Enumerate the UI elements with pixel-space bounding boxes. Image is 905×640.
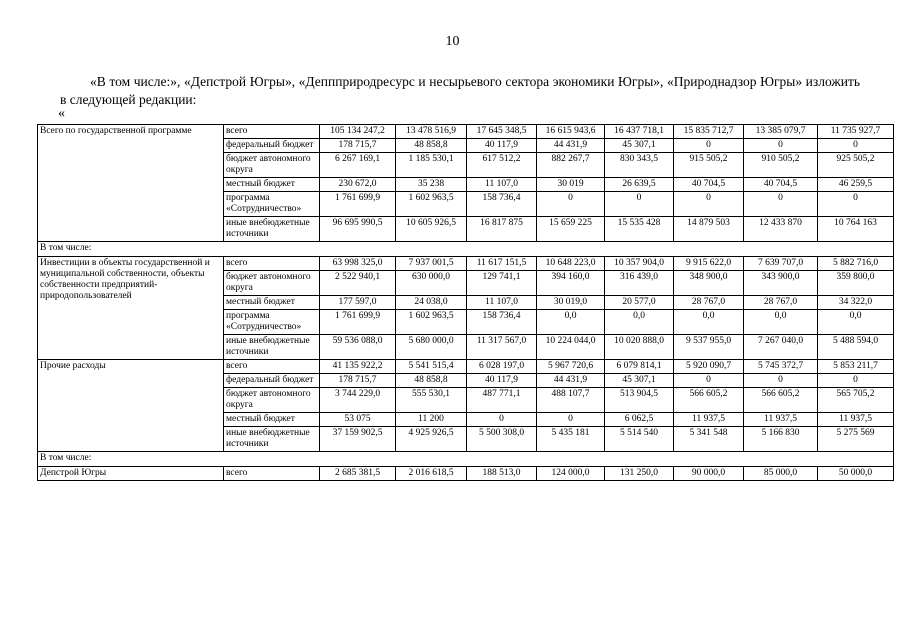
value-cell: 96 695 990,5	[320, 217, 396, 242]
value-cell: 343 900,0	[744, 271, 818, 296]
value-cell: 0	[537, 413, 605, 427]
value-cell: 28 767,0	[674, 296, 744, 310]
value-cell: 10 357 904,0	[605, 257, 674, 271]
value-cell: 40 117,9	[467, 374, 537, 388]
value-cell: 10 605 926,5	[396, 217, 467, 242]
value-cell: 40 704,5	[674, 178, 744, 192]
value-cell: 0	[674, 139, 744, 153]
funding-source-label: местный бюджет	[224, 413, 320, 427]
value-cell: 488 107,7	[537, 388, 605, 413]
funding-source-label: бюджет автономного округа	[224, 153, 320, 178]
value-cell: 565 705,2	[818, 388, 894, 413]
group-title: Всего по государственной программе	[38, 125, 224, 242]
value-cell: 0	[674, 374, 744, 388]
value-cell: 487 771,1	[467, 388, 537, 413]
value-cell: 5 500 308,0	[467, 427, 537, 452]
opening-quote-mark: «	[58, 106, 65, 121]
value-cell: 348 900,0	[674, 271, 744, 296]
value-cell: 7 267 040,0	[744, 335, 818, 360]
value-cell: 830 343,5	[605, 153, 674, 178]
value-cell: 9 915 622,0	[674, 257, 744, 271]
section-row	[38, 452, 894, 467]
value-cell: 178 715,7	[320, 139, 396, 153]
value-cell: 566 605,2	[744, 388, 818, 413]
value-cell: 6 062,5	[605, 413, 674, 427]
value-cell: 925 505,2	[818, 153, 894, 178]
value-cell: 7 937 001,5	[396, 257, 467, 271]
value-cell: 13 478 516,9	[396, 125, 467, 139]
funding-source-label: бюджет автономного округа	[224, 271, 320, 296]
budget-table	[37, 124, 894, 481]
value-cell: 15 835 712,7	[674, 125, 744, 139]
value-cell: 0,0	[818, 310, 894, 335]
value-cell: 566 605,2	[674, 388, 744, 413]
value-cell: 359 800,0	[818, 271, 894, 296]
value-cell: 2 685 381,5	[320, 467, 396, 481]
value-cell: 158 736,4	[467, 310, 537, 335]
funding-source-label: всего	[224, 125, 320, 139]
value-cell: 11 937,5	[674, 413, 744, 427]
value-cell: 2 016 618,5	[396, 467, 467, 481]
section-label: В том числе:	[38, 452, 894, 467]
value-cell: 30 019	[537, 178, 605, 192]
value-cell: 0	[818, 374, 894, 388]
value-cell: 188 513,0	[467, 467, 537, 481]
value-cell: 10 224 044,0	[537, 335, 605, 360]
value-cell: 177 597,0	[320, 296, 396, 310]
value-cell: 5 882 716,0	[818, 257, 894, 271]
value-cell: 555 530,1	[396, 388, 467, 413]
value-cell: 5 680 000,0	[396, 335, 467, 360]
value-cell: 13 385 079,7	[744, 125, 818, 139]
value-cell: 44 431,9	[537, 139, 605, 153]
value-cell: 0	[605, 192, 674, 217]
value-cell: 2 522 940,1	[320, 271, 396, 296]
value-cell: 0	[674, 192, 744, 217]
value-cell: 3 744 229,0	[320, 388, 396, 413]
value-cell: 5 488 594,0	[818, 335, 894, 360]
value-cell: 15 659 225	[537, 217, 605, 242]
value-cell: 4 925 926,5	[396, 427, 467, 452]
value-cell: 1 185 530,1	[396, 153, 467, 178]
value-cell: 10 648 223,0	[537, 257, 605, 271]
value-cell: 915 505,2	[674, 153, 744, 178]
group-title: Депстрой Югры	[38, 467, 224, 481]
funding-source-label: местный бюджет	[224, 296, 320, 310]
value-cell: 46 259,5	[818, 178, 894, 192]
value-cell: 12 433 870	[744, 217, 818, 242]
table-row	[38, 125, 894, 139]
funding-source-label: федеральный бюджет	[224, 139, 320, 153]
value-cell: 0	[818, 139, 894, 153]
value-cell: 48 858,8	[396, 374, 467, 388]
value-cell: 30 019,0	[537, 296, 605, 310]
value-cell: 16 437 718,1	[605, 125, 674, 139]
value-cell: 48 858,8	[396, 139, 467, 153]
section-label: В том числе:	[38, 242, 894, 257]
value-cell: 5 745 372,7	[744, 360, 818, 374]
value-cell: 9 537 955,0	[674, 335, 744, 360]
value-cell: 7 639 707,0	[744, 257, 818, 271]
value-cell: 882 267,7	[537, 153, 605, 178]
value-cell: 50 000,0	[818, 467, 894, 481]
page-number: 10	[445, 34, 460, 49]
value-cell: 0,0	[605, 310, 674, 335]
value-cell: 6 267 169,1	[320, 153, 396, 178]
value-cell: 53 075	[320, 413, 396, 427]
value-cell: 5 967 720,6	[537, 360, 605, 374]
section-row	[38, 242, 894, 257]
value-cell: 24 038,0	[396, 296, 467, 310]
value-cell: 394 160,0	[537, 271, 605, 296]
value-cell: 129 741,1	[467, 271, 537, 296]
value-cell: 5 920 090,7	[674, 360, 744, 374]
funding-source-label: бюджет автономного округа	[224, 388, 320, 413]
funding-source-label: иные внебюджетные источники	[224, 427, 320, 452]
value-cell: 617 512,2	[467, 153, 537, 178]
intro-paragraph: «В том числе:», «Депстрой Югры», «Деппприродресурс и несырьевого сектора экономики Югры», «Природнадзор Югры» изложить в следующей редакции:	[60, 74, 860, 107]
value-cell: 513 904,5	[605, 388, 674, 413]
value-cell: 35 238	[396, 178, 467, 192]
value-cell: 11 937,5	[744, 413, 818, 427]
value-cell: 158 736,4	[467, 192, 537, 217]
value-cell: 5 341 548	[674, 427, 744, 452]
value-cell: 10 020 888,0	[605, 335, 674, 360]
value-cell: 0	[818, 192, 894, 217]
table-row	[38, 257, 894, 271]
value-cell: 316 439,0	[605, 271, 674, 296]
value-cell: 0	[467, 413, 537, 427]
value-cell: 0,0	[744, 310, 818, 335]
value-cell: 90 000,0	[674, 467, 744, 481]
value-cell: 59 536 088,0	[320, 335, 396, 360]
value-cell: 28 767,0	[744, 296, 818, 310]
value-cell: 11 937,5	[818, 413, 894, 427]
value-cell: 45 307,1	[605, 139, 674, 153]
value-cell: 26 639,5	[605, 178, 674, 192]
value-cell: 11 617 151,5	[467, 257, 537, 271]
value-cell: 1 602 963,5	[396, 192, 467, 217]
funding-source-label: всего	[224, 467, 320, 481]
value-cell: 5 514 540	[605, 427, 674, 452]
value-cell: 44 431,9	[537, 374, 605, 388]
value-cell: 11 735 927,7	[818, 125, 894, 139]
value-cell: 1 761 699,9	[320, 192, 396, 217]
funding-source-label: программа «Сотрудничество»	[224, 192, 320, 217]
value-cell: 85 000,0	[744, 467, 818, 481]
value-cell: 45 307,1	[605, 374, 674, 388]
value-cell: 0	[744, 139, 818, 153]
value-cell: 105 134 247,2	[320, 125, 396, 139]
value-cell: 5 275 569	[818, 427, 894, 452]
value-cell: 17 645 348,5	[467, 125, 537, 139]
value-cell: 14 879 503	[674, 217, 744, 242]
value-cell: 15 535 428	[605, 217, 674, 242]
funding-source-label: федеральный бюджет	[224, 374, 320, 388]
value-cell: 1 602 963,5	[396, 310, 467, 335]
value-cell: 10 764 163	[818, 217, 894, 242]
value-cell: 34 322,0	[818, 296, 894, 310]
value-cell: 6 028 197,0	[467, 360, 537, 374]
value-cell: 5 853 211,7	[818, 360, 894, 374]
value-cell: 0,0	[537, 310, 605, 335]
value-cell: 6 079 814,1	[605, 360, 674, 374]
value-cell: 11 200	[396, 413, 467, 427]
value-cell: 230 672,0	[320, 178, 396, 192]
value-cell: 11 107,0	[467, 296, 537, 310]
value-cell: 11 107,0	[467, 178, 537, 192]
value-cell: 0	[537, 192, 605, 217]
value-cell: 40 704,5	[744, 178, 818, 192]
value-cell: 40 117,9	[467, 139, 537, 153]
value-cell: 16 817 875	[467, 217, 537, 242]
table-row	[38, 467, 894, 481]
value-cell: 630 000,0	[396, 271, 467, 296]
value-cell: 0	[744, 192, 818, 217]
value-cell: 37 159 902,5	[320, 427, 396, 452]
funding-source-label: всего	[224, 360, 320, 374]
value-cell: 63 998 325,0	[320, 257, 396, 271]
value-cell: 178 715,7	[320, 374, 396, 388]
value-cell: 5 541 515,4	[396, 360, 467, 374]
value-cell: 11 317 567,0	[467, 335, 537, 360]
value-cell: 0	[744, 374, 818, 388]
value-cell: 124 000,0	[537, 467, 605, 481]
value-cell: 1 761 699,9	[320, 310, 396, 335]
value-cell: 5 435 181	[537, 427, 605, 452]
funding-source-label: местный бюджет	[224, 178, 320, 192]
funding-source-label: иные внебюджетные источники	[224, 217, 320, 242]
funding-source-label: всего	[224, 257, 320, 271]
value-cell: 0,0	[674, 310, 744, 335]
funding-source-label: программа «Сотрудничество»	[224, 310, 320, 335]
funding-source-label: иные внебюджетные источники	[224, 335, 320, 360]
value-cell: 910 505,2	[744, 153, 818, 178]
value-cell: 16 615 943,6	[537, 125, 605, 139]
table-row	[38, 360, 894, 374]
group-title: Инвестиции в объекты государственной и муниципальной собственности, объекты собственности предприятий-природопользователей	[38, 257, 224, 360]
value-cell: 20 577,0	[605, 296, 674, 310]
value-cell: 41 135 922,2	[320, 360, 396, 374]
value-cell: 131 250,0	[605, 467, 674, 481]
group-title: Прочие расходы	[38, 360, 224, 452]
value-cell: 5 166 830	[744, 427, 818, 452]
